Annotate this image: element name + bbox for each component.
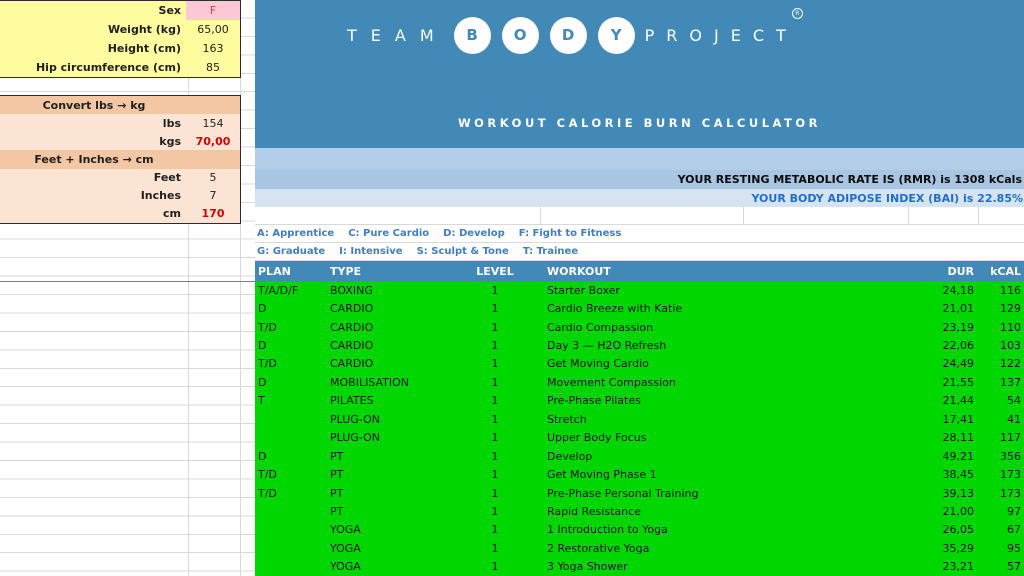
cell-kcal: 116 (1000, 283, 1021, 297)
cell-type: PLUG-ON (330, 412, 380, 426)
cell-dur: 23,21 (942, 560, 974, 574)
cell-plan: D (258, 449, 267, 463)
cell-dur: 28,11 (942, 431, 974, 445)
cell-level: 1 (491, 302, 499, 316)
height-input-cell[interactable]: 163 (202, 42, 224, 55)
cell-workout: Starter Boxer (547, 283, 621, 297)
cell-dur: 21,00 (942, 504, 974, 518)
logo-circles (454, 17, 635, 54)
cell-dur: 24,49 (942, 357, 974, 371)
cell-level: 1 (491, 320, 499, 334)
cell-dur: 21,44 (942, 394, 974, 408)
cell-kcal: 356 (1000, 449, 1021, 463)
cell-kcal: 173 (1000, 468, 1021, 482)
freeze-pane-divider (0, 281, 1024, 282)
column-header-kcal[interactable]: kCAL (990, 264, 1021, 278)
header-banner (255, 0, 1024, 148)
gridline-vertical (188, 0, 189, 576)
legend-intensive: I: Intensive (339, 246, 403, 257)
cell-workout: 1 Introduction to Yoga (547, 523, 668, 537)
cell-level: 1 (491, 486, 499, 500)
height-row (0, 39, 240, 58)
table-row (255, 410, 1024, 428)
feet-input-cell[interactable]: 5 (209, 171, 217, 185)
cell-dur: 39,13 (942, 486, 974, 500)
cell-plan: T/D (258, 486, 277, 500)
feet-to-cm-title: Feet + Inches → cm (34, 152, 154, 166)
cell-plan: T/D (258, 357, 277, 371)
hip-input-cell[interactable]: 85 (206, 61, 220, 74)
logo-word-project: PROJECT (644, 25, 798, 45)
column-header-dur[interactable]: DUR (947, 264, 974, 278)
cell-workout: Movement Compassion (547, 375, 676, 389)
cell-plan: D (258, 302, 267, 316)
legend-fight-to-fitness: F: Fight to Fitness (518, 228, 622, 239)
sex-input-cell[interactable]: F (186, 1, 240, 20)
table-header-row (255, 261, 1024, 281)
cell-dur: 24,18 (942, 283, 974, 297)
cell-type: PLUG-ON (330, 431, 380, 445)
table-row (255, 502, 1024, 520)
cell-level: 1 (491, 468, 499, 482)
cell-level: 1 (491, 504, 499, 518)
table-row (255, 355, 1024, 373)
cell-dur: 23,19 (942, 320, 974, 334)
workout-table (255, 281, 1024, 576)
personal-data-panel (0, 0, 241, 78)
legend-apprentice: A: Apprentice (257, 228, 335, 239)
cell-level: 1 (491, 523, 499, 537)
table-row (255, 336, 1024, 354)
cell-level: 1 (491, 357, 499, 371)
cell-type: PT (330, 486, 344, 500)
kgs-result-cell: 70,00 (195, 134, 231, 148)
legend-graduate: G: Graduate (257, 246, 326, 257)
legend-pure-cardio: C: Pure Cardio (348, 228, 430, 239)
unit-converter-panel (0, 95, 241, 224)
cell-plan: T/D (258, 468, 277, 482)
logo-circle-b: B (454, 17, 491, 54)
cell-level: 1 (491, 394, 499, 408)
cell-kcal: 137 (1000, 375, 1021, 389)
lbs-to-kg-header (0, 96, 240, 114)
cell-type: PT (330, 468, 344, 482)
logo-circle-o: O (502, 17, 539, 54)
table-row (255, 318, 1024, 336)
cell-workout: Upper Body Focus (547, 431, 647, 445)
cell-dur: 35,29 (942, 541, 974, 555)
cell-plan: D (258, 375, 267, 389)
cell-kcal: 67 (1007, 523, 1021, 537)
registered-trademark-icon: R (792, 8, 803, 19)
cell-kcal: 97 (1007, 504, 1021, 518)
cell-level: 1 (491, 541, 499, 555)
cell-workout: Day 3 — H2O Refresh (547, 339, 667, 353)
table-row (255, 465, 1024, 483)
table-row (255, 373, 1024, 391)
kgs-row (0, 132, 240, 150)
cell-dur: 21,55 (942, 375, 974, 389)
cell-type: BOXING (330, 283, 373, 297)
table-row (255, 447, 1024, 465)
cell-kcal: 173 (1000, 486, 1021, 500)
cell-kcal: 122 (1000, 357, 1021, 371)
sex-label: Sex (158, 4, 181, 17)
cell-workout: 2 Restorative Yoga (547, 541, 650, 555)
cell-level: 1 (491, 449, 499, 463)
lbs-row (0, 114, 240, 132)
table-row (255, 539, 1024, 557)
cell-plan: T (258, 394, 265, 408)
bai-result-text: YOUR BODY ADIPOSE INDEX (BAI) is 22.85% (751, 191, 1023, 205)
column-header-plan[interactable]: PLAN (258, 264, 291, 278)
height-label: Height (cm) (107, 42, 181, 55)
table-row (255, 281, 1024, 299)
cell-level: 1 (491, 283, 499, 297)
table-row (255, 558, 1024, 576)
cell-plan: D (258, 339, 267, 353)
table-row (255, 392, 1024, 410)
weight-row (0, 20, 240, 39)
plan-legend-line-1 (255, 225, 1024, 243)
legend-trainee: T: Trainee (522, 246, 579, 257)
cell-dur: 21,01 (942, 302, 974, 316)
lbs-input-cell[interactable]: 154 (202, 116, 224, 130)
rmr-band (255, 170, 1024, 189)
logo-circle-d: D (550, 17, 587, 54)
cell-level: 1 (491, 560, 499, 574)
cell-kcal: 41 (1007, 412, 1021, 426)
main-area (255, 0, 1024, 576)
bai-band (255, 189, 1024, 207)
inches-input-cell[interactable]: 7 (209, 189, 217, 203)
rmr-result-text: YOUR RESTING METABOLIC RATE IS (RMR) is 1308 kCals (677, 173, 1022, 186)
cell-kcal: 95 (1007, 541, 1021, 555)
page-title: WORKOUT CALORIE BURN CALCULATOR (457, 116, 822, 130)
logo-circle-y: Y (598, 17, 635, 54)
cell-level: 1 (491, 412, 499, 426)
cm-result-cell: 170 (201, 207, 225, 221)
sex-row (0, 1, 240, 20)
cell-workout: 3 Yoga Shower (547, 560, 628, 574)
table-row (255, 521, 1024, 539)
cell-type: MOBILISATION (330, 375, 410, 389)
kgs-label: kgs (159, 134, 181, 148)
hip-row (0, 58, 240, 77)
lbs-label: lbs (162, 116, 181, 130)
feet-label: Feet (153, 171, 181, 185)
table-row (255, 429, 1024, 447)
gridline-vertical (240, 0, 241, 576)
table-row (255, 484, 1024, 502)
cell-dur: 26,05 (942, 523, 974, 537)
cell-type: CARDIO (330, 320, 374, 334)
left-sheet-area (0, 0, 255, 576)
cell-kcal: 57 (1007, 560, 1021, 574)
cell-level: 1 (491, 375, 499, 389)
cell-dur: 49,21 (942, 449, 974, 463)
weight-input-cell[interactable]: 65,00 (197, 23, 229, 36)
column-header-workout[interactable]: WORKOUT (547, 264, 611, 278)
cm-row (0, 205, 240, 223)
team-body-project-logo (347, 10, 803, 55)
inches-label: Inches (140, 189, 181, 203)
cell-type: YOGA (330, 560, 361, 574)
cell-workout: Develop (547, 449, 593, 463)
cell-workout: Pre-Phase Pilates (547, 394, 641, 408)
cell-workout: Stretch (547, 412, 587, 426)
cell-type: PILATES (330, 394, 374, 408)
cell-type: CARDIO (330, 302, 374, 316)
cm-label: cm (163, 207, 181, 221)
cell-type: CARDIO (330, 339, 374, 353)
cell-type: CARDIO (330, 357, 374, 371)
plan-legend-line-2 (255, 243, 1024, 261)
weight-label: Weight (kg) (107, 23, 181, 36)
cell-kcal: 103 (1000, 339, 1021, 353)
cell-workout: Cardio Breeze with Katie (547, 302, 683, 316)
cell-workout: Pre-Phase Personal Training (547, 486, 699, 500)
legend-sculpt-tone: S: Sculpt & Tone (416, 246, 509, 257)
hip-label: Hip circumference (cm) (35, 61, 181, 74)
column-header-level[interactable]: LEVEL (476, 264, 514, 278)
cell-workout: Cardio Compassion (547, 320, 654, 334)
cell-workout: Get Moving Cardio (547, 357, 649, 371)
logo-word-team: TEAM (347, 25, 448, 45)
cell-type: YOGA (330, 523, 361, 537)
cell-type: PT (330, 504, 344, 518)
spacer-band (255, 148, 1024, 170)
legend-develop: D: Develop (443, 228, 505, 239)
cell-workout: Get Moving Phase 1 (547, 468, 657, 482)
cell-kcal: 117 (1000, 431, 1021, 445)
cell-dur: 38,45 (942, 468, 974, 482)
column-header-type[interactable]: TYPE (330, 264, 362, 278)
lbs-to-kg-title: Convert lbs → kg (42, 98, 146, 112)
cell-workout: Rapid Resistance (547, 504, 641, 518)
cell-dur: 22,06 (942, 339, 974, 353)
cell-level: 1 (491, 339, 499, 353)
inches-row (0, 187, 240, 205)
cell-plan: T/A/D/F (258, 283, 299, 297)
feet-row (0, 169, 240, 187)
cell-plan: T/D (258, 320, 277, 334)
cell-kcal: 129 (1000, 302, 1021, 316)
cell-level: 1 (491, 431, 499, 445)
feet-to-cm-header (0, 150, 240, 168)
cell-dur: 17,41 (942, 412, 974, 426)
cell-type: PT (330, 449, 344, 463)
cell-type: YOGA (330, 541, 361, 555)
cell-kcal: 54 (1007, 394, 1021, 408)
table-row (255, 299, 1024, 317)
cell-kcal: 110 (1000, 320, 1021, 334)
